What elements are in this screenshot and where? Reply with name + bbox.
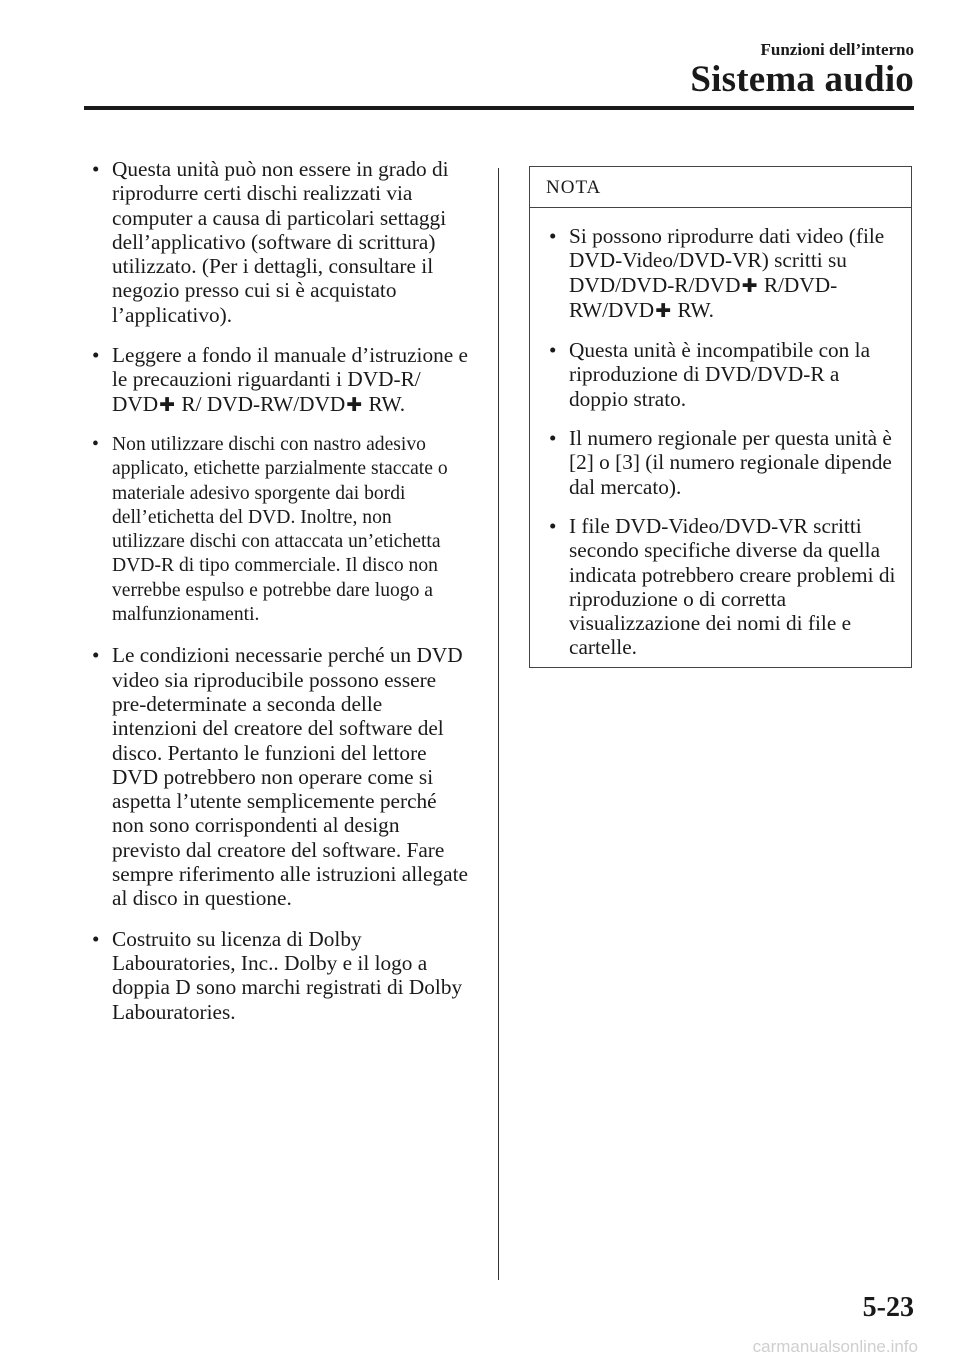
list-item-text: RW. [677, 297, 714, 322]
list-item [541, 338, 903, 411]
bullet-icon: • [92, 643, 100, 668]
page-number: 5-23 [862, 1292, 914, 1323]
header-rule [84, 106, 914, 110]
list-item-text: I file DVD-Video/DVD-VR scritti secondo specifiche diverse da quella indicata potrebbero creare problemi di riproduzione o di corretta visualizzazione dei nomi di file e cartelle. [569, 513, 896, 660]
watermark: carmanualsonline.info [752, 1337, 918, 1356]
list-item-text: R/ DVD-RW/DVD [181, 391, 346, 416]
left-column [84, 157, 468, 1040]
list-item-text: Leggere a fondo il manuale d’istruzione e le precauzioni riguardanti i DVD-R/ [112, 343, 468, 392]
bullet-icon: • [92, 343, 100, 368]
list-item-text: Si possono riprodurre dati video (file DVD-Video/DVD-VR) scritti su DVD/DVD-R/DVD [569, 224, 885, 297]
bullet-icon: • [92, 433, 99, 455]
plus-icon: ✚ [346, 393, 363, 416]
plus-icon: ✚ [741, 274, 758, 297]
bullet-icon: • [549, 338, 557, 363]
list-item [84, 343, 468, 417]
list-item-text: Le condizioni necessarie perché un DVD video sia riproducibile possono essere pre-determinate a seconda delle intenzioni del creatore del software del disco. Pertanto le funzioni del lettore DVD potrebbero non operare come si aspetta l’utente semplicemente perché non sono corrispondenti al design previsto dal creatore del software. Fare sempre riferimento alle istruzioni allegate al disco in questione. [112, 643, 468, 911]
section-label: Funzioni dell’interno [760, 40, 914, 59]
list-item-text: Non utilizzare dischi con nastro adesivo applicato, etichette parzialmente staccate o materiale adesivo sporgente dai bordi dell’etichetta del DVD. Inoltre, non utilizzare dischi con attaccata un’etichetta DVD-R di tipo commerciale. Il disco non verrebbe espulso e potrebbe dare luogo a malfunzionamenti. [112, 433, 448, 626]
list-item-text: Questa unità è incompatibile con la riproduzione di DVD/DVD-R a doppio strato. [569, 338, 871, 411]
bullet-icon: • [92, 157, 100, 181]
list-item [84, 157, 468, 327]
bullet-icon: • [549, 513, 557, 538]
list-item-text: Costruito su licenza di Dolby Labouratories, Inc.. Dolby e il logo a doppia D sono marchi registrati di Dolby Labouratories. [112, 926, 463, 1024]
list-item [84, 927, 468, 1024]
list-item-text: R/DVD-RW/DVD [569, 272, 838, 322]
plus-icon: ✚ [655, 299, 672, 322]
list-item [84, 643, 468, 910]
bullet-icon: • [549, 224, 557, 248]
list-item-text: DVD [112, 391, 159, 416]
column-divider [498, 168, 499, 1280]
bullet-icon: • [92, 926, 100, 951]
page-title: Sistema audio [690, 59, 914, 100]
list-item [84, 433, 468, 627]
list-item [541, 514, 903, 660]
list-item-text: RW. [368, 391, 406, 416]
nota-heading: NOTA [530, 167, 911, 208]
list-item-text: Il numero regionale per questa unità è [2] o [3] (il numero regionale dipende dal mercato). [569, 426, 892, 499]
nota-box [529, 166, 912, 668]
plus-icon: ✚ [159, 393, 176, 416]
list-item [541, 426, 903, 499]
nota-body [530, 208, 911, 660]
list-item-text: Questa unità può non essere in grado di riprodurre certi dischi realizzati via computer a causa di particolari settaggi dell’applicativo (software di scrittura) utilizzato. (Per i dettagli, consultare il negozio presso cui si è acquistato l’applicativo). [112, 157, 449, 327]
bullet-icon: • [549, 426, 557, 451]
list-item [541, 224, 903, 323]
